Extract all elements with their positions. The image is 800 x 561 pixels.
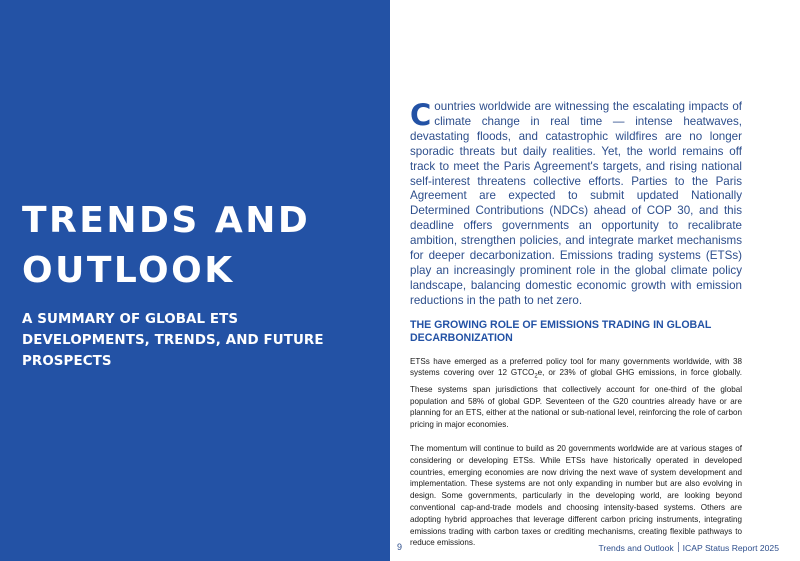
subscript-2: 2 xyxy=(534,374,538,381)
body-paragraph-1-start: ETSs have emerged as a preferred policy tool for many governments worldwide, with 38 systems covering over 12 GTCO xyxy=(410,356,742,378)
body-paragraph-2: The momentum will continue to build as 20 governments worldwide are at various stages of considering or developing ETSs. While ETSs have historically operated in developed countries, emerging economies are now driving the next wave of system development and implementation. These systems are not only expanding in number but are also evolving in design. Some governments, particularly in the developing world, are looking beyond conventional cap-and-trade models and choosing intensity-based systems. Others are adopting hybrid approaches that leverage different carbon pricing instruments, integrating emissions trading with carbon taxes or crediting mechanisms, creating flexible pathways to reduce emissions. xyxy=(410,444,742,548)
section-heading: THE GROWING ROLE OF EMISSIONS TRADING IN GLOBAL DECARBONIZATION xyxy=(410,318,712,344)
intro-text: ountries worldwide are witnessing the escalating impacts of climate change in real time — intense heatwaves, devastating floods, and catastrophic wildfires are no longer sporadic threats but daily realities. Yet, the world remains off track to meet the Paris Agreement's targets, and rising national self-interest threatens collective efforts. Parties to the Paris Agreement are expected to submit updated Nationally Determined Contributions (NDCs) ahead of COP 30, and this deadline offers governments an opportunity to recalibrate ambition, strengthen policies, and integrate market mechanisms for deeper decarbonization. Emissions trading systems (ETSs) play an increasingly prominent role in the global climate policy landscape, balancing domestic economic growth with emission reductions in the path to net zero. xyxy=(410,100,742,307)
title-panel xyxy=(0,0,390,561)
intro-paragraph xyxy=(410,100,742,309)
body-paragraph-1-end: e, or 23% of global GHG emissions, in force globally. These systems span jurisdictions that collectively account for one-third of the global population and 58% of global GDP. Seventeen of the G20 countries already have or are planning for an ETS, either at the national or sub-national level, reinforcing the role of carbon pricing in major economies. xyxy=(410,368,742,430)
page-number: 9 xyxy=(397,542,403,552)
running-footer xyxy=(598,542,779,553)
page-title: TRENDS AND OUTLOOK xyxy=(22,200,311,291)
article-content xyxy=(410,100,742,549)
body-paragraph-1 xyxy=(410,356,742,431)
drop-cap: C xyxy=(410,98,432,132)
footer-report-name: ICAP Status Report 2025 xyxy=(682,543,779,553)
footer-section-name: Trends and Outlook xyxy=(598,543,674,553)
footer-divider xyxy=(678,542,679,552)
page-subtitle: A SUMMARY OF GLOBAL ETS DEVELOPMENTS, TRENDS, AND FUTURE PROSPECTS xyxy=(22,312,324,369)
